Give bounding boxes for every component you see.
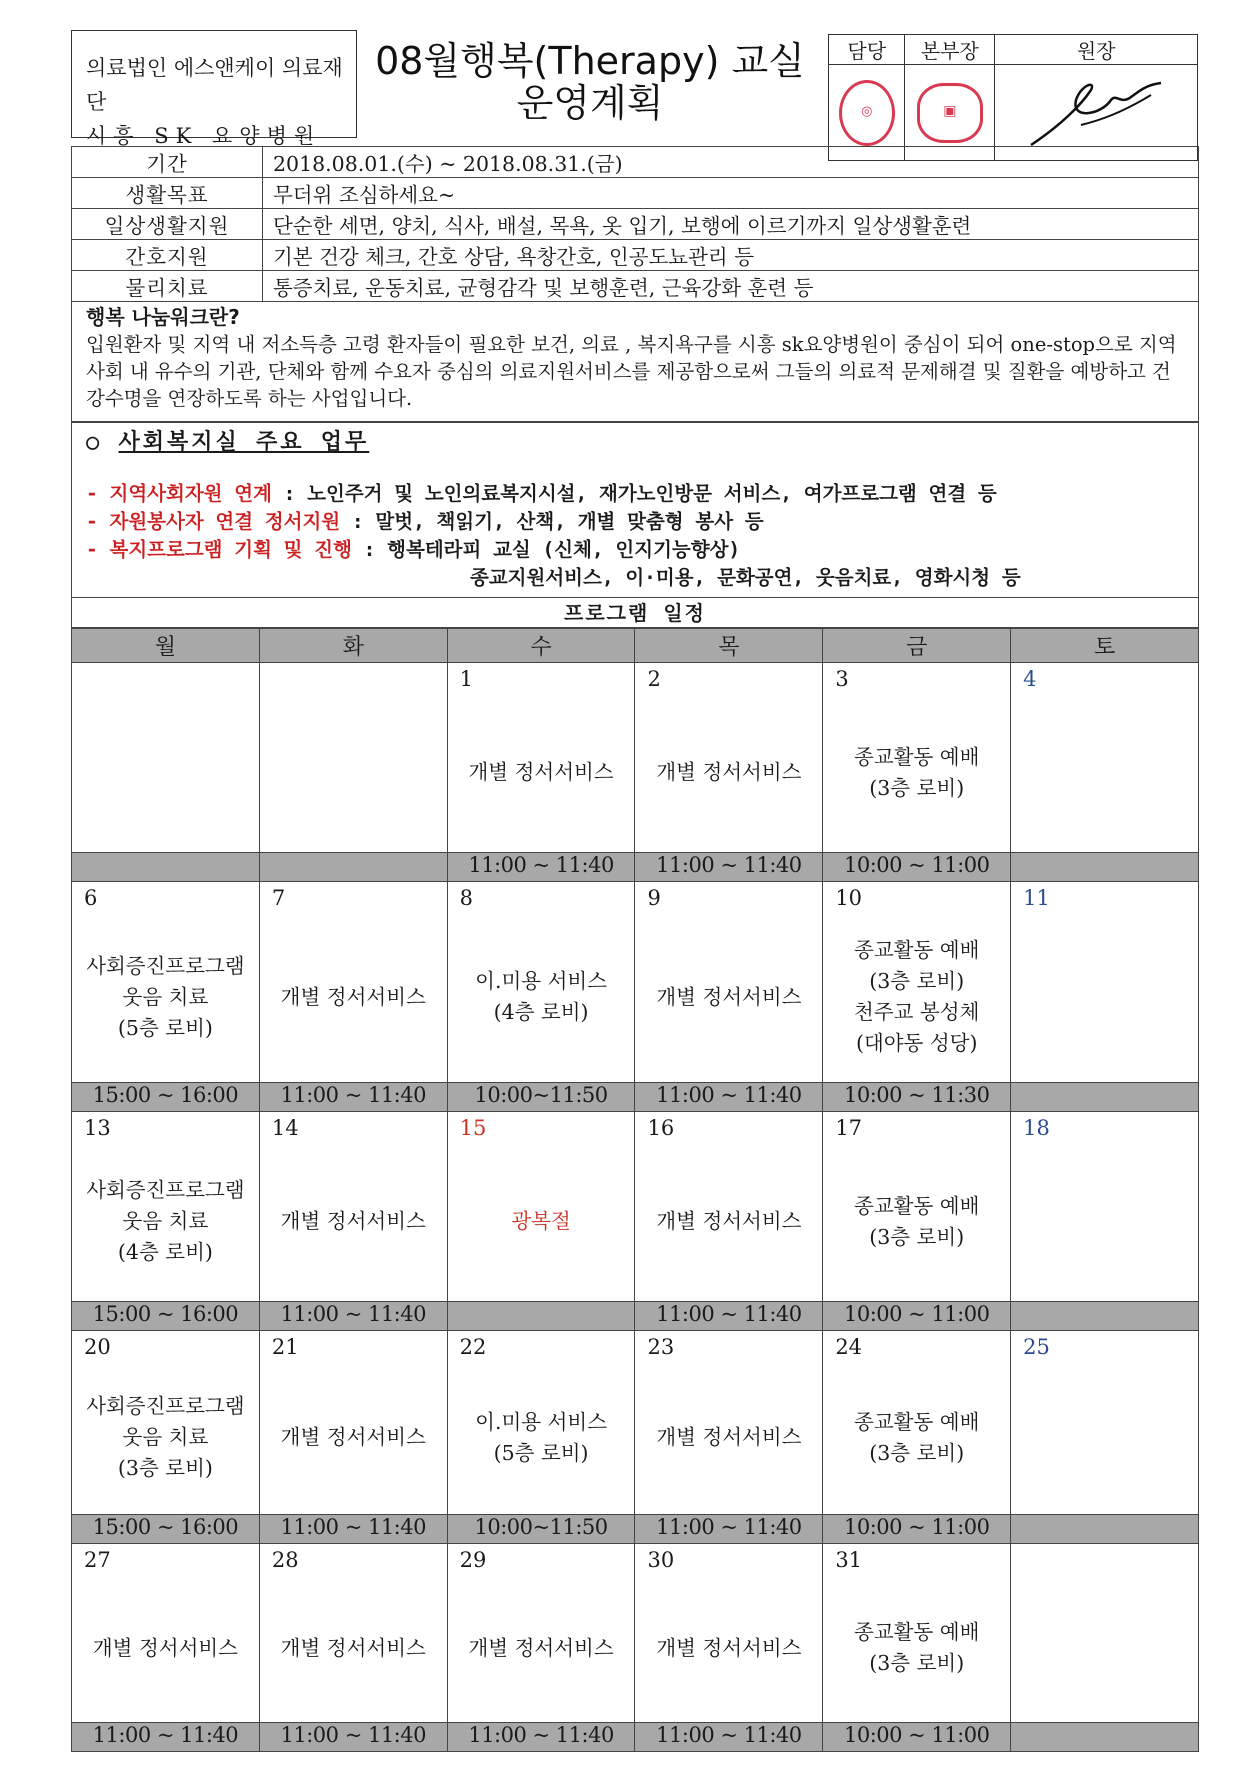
day-header: 수 [447, 629, 635, 663]
date-number: 15 [459, 1116, 487, 1140]
info-value: 무더위 조심하세요~ [263, 178, 1199, 209]
event-line: 사회증진프로그램 [86, 1394, 245, 1418]
day-cell [635, 663, 823, 853]
day-cell [823, 663, 1011, 853]
event-line: 개별 정서서비스 [468, 1635, 614, 1660]
info-key: 생활목표 [72, 178, 263, 209]
date-number: 13 [84, 1116, 111, 1140]
program-calendar [71, 628, 1199, 1752]
day-cell [1011, 1112, 1199, 1302]
organization-box [71, 30, 357, 148]
event-line: (4층 로비) [117, 1240, 213, 1264]
info-value: 2018.08.01.(수) ~ 2018.08.31.(금) [263, 147, 1199, 178]
info-key: 물리치료 [72, 271, 263, 302]
event-text [448, 1142, 635, 1301]
time-cell [72, 853, 260, 882]
event-text [635, 1574, 822, 1722]
event-line: 종교활동 예배 [854, 1409, 980, 1434]
event-text [448, 1361, 635, 1514]
time-cell: 10:00~11:50 [447, 1515, 635, 1544]
time-cell: 11:00 ~ 11:40 [259, 1302, 447, 1331]
time-cell [1011, 1083, 1199, 1112]
time-cell: 11:00 ~ 11:40 [447, 1723, 635, 1752]
time-row [72, 853, 1199, 882]
event-text [72, 1574, 259, 1722]
event-text [260, 693, 447, 852]
event-line: (3층 로비) [869, 1651, 965, 1675]
time-cell: 11:00 ~ 11:40 [635, 1515, 823, 1544]
date-number: 17 [835, 1116, 863, 1140]
title-line-1: 08월행복(Therapy) 교실 [375, 39, 805, 83]
approval-header-head: 원장 [995, 35, 1198, 65]
event-line: (3층 로비) [869, 1224, 965, 1249]
work-item-desc: 노인주거 및 노인의료복지시설, 재가노인방문 서비스, 여가프로그램 연결 등 [307, 482, 997, 505]
work-item-label: 복지프로그램 기획 및 진행 [109, 538, 352, 561]
date-number: 11 [1023, 886, 1050, 910]
event-line: 이.미용 서비스 [475, 969, 607, 993]
day-cell [447, 882, 635, 1083]
event-line: 개별 정서서비스 [280, 1425, 426, 1449]
event-text [635, 1142, 822, 1301]
event-line: 개별 정서서비스 [656, 1635, 802, 1660]
time-row [72, 1083, 1199, 1112]
event-text [260, 1361, 447, 1514]
event-text [1011, 693, 1198, 852]
event-line: 종교활동 예배 [854, 1193, 980, 1218]
event-line: 개별 정서서비스 [280, 1635, 426, 1660]
time-cell: 10:00 ~ 11:00 [823, 1302, 1011, 1331]
week-row [72, 1112, 1199, 1302]
work-item-label: 지역사회자원 연계 [109, 482, 272, 505]
time-cell [1011, 1302, 1199, 1331]
time-cell: 10:00~11:50 [447, 1083, 635, 1112]
week-row [72, 1544, 1199, 1723]
day-cell [259, 1112, 447, 1302]
work-item-extra: 종교지원서비스, 이·미용, 문화공연, 웃음치료, 영화시청 등 [470, 566, 1021, 589]
circle-bullet-icon: ○ [86, 430, 103, 455]
date-number: 27 [84, 1548, 111, 1572]
event-text [823, 693, 1010, 852]
event-text [72, 693, 259, 852]
event-line: 웃음 치료 [122, 1425, 209, 1449]
info-key: 기간 [72, 147, 263, 178]
date-number: 25 [1023, 1335, 1050, 1359]
day-cell [823, 1112, 1011, 1302]
day-cell [72, 1331, 260, 1515]
work-item: - 지역사회자원 연계 : 노인주거 및 노인의료복지시설, 재가노인방문 서비스, 여가프로그램 연결 등 [86, 482, 997, 505]
date-number: 16 [647, 1116, 675, 1140]
time-cell [259, 853, 447, 882]
day-cell [635, 1544, 823, 1723]
day-cell [635, 882, 823, 1083]
day-cell [1011, 1544, 1199, 1723]
day-cell [259, 882, 447, 1083]
date-number: 21 [271, 1335, 299, 1359]
day-cell [447, 1331, 635, 1515]
time-cell: 10:00 ~ 11:00 [823, 1723, 1011, 1752]
day-header: 화 [259, 629, 447, 663]
work-title-text: 사회복지실 주요 업무 [118, 430, 370, 455]
date-number: 9 [647, 886, 661, 910]
event-line: 사회증진프로그램 [86, 1178, 245, 1202]
day-cell [72, 1544, 260, 1723]
info-row [72, 240, 1199, 271]
event-line: 개별 정서서비스 [656, 1425, 802, 1449]
event-text [72, 1142, 259, 1301]
approval-header-director: 본부장 [905, 35, 995, 65]
time-cell [1011, 1515, 1199, 1544]
date-number: 22 [459, 1335, 487, 1359]
event-line: 개별 정서서비스 [92, 1635, 238, 1660]
time-row [72, 1302, 1199, 1331]
info-value: 단순한 세면, 양치, 식사, 배설, 목욕, 옷 입기, 보행에 이르기까지 일상생활훈련 [263, 209, 1199, 240]
day-cell [823, 882, 1011, 1083]
date-number: 28 [271, 1548, 299, 1572]
seal-stamp-icon: ▣ [917, 83, 983, 143]
event-line: 종교활동 예배 [854, 1620, 980, 1644]
event-text [823, 912, 1010, 1082]
time-cell: 15:00 ~ 16:00 [72, 1515, 260, 1544]
event-text [72, 1361, 259, 1514]
time-cell [447, 1302, 635, 1331]
event-text [1011, 1574, 1198, 1722]
day-cell [259, 663, 447, 853]
day-cell [259, 1331, 447, 1515]
event-text [823, 1142, 1010, 1301]
info-value: 통증치료, 운동치료, 균형감각 및 보행훈련, 근육강화 훈련 등 [263, 271, 1199, 302]
time-cell: 11:00 ~ 11:40 [635, 1302, 823, 1331]
info-row [72, 271, 1199, 302]
event-line: 웃음 치료 [122, 984, 209, 1009]
signature-icon [1021, 65, 1171, 155]
info-row [72, 209, 1199, 240]
time-cell: 10:00 ~ 11:00 [823, 853, 1011, 882]
day-cell [823, 1331, 1011, 1515]
day-cell [447, 1112, 635, 1302]
date-number: 4 [1023, 667, 1037, 691]
event-line: 개별 정서서비스 [656, 984, 802, 1009]
week-row [72, 663, 1199, 853]
day-header: 월 [72, 629, 260, 663]
week-row [72, 882, 1199, 1083]
event-text [260, 912, 447, 1082]
time-cell [1011, 853, 1199, 882]
info-row [72, 178, 1199, 209]
event-text [72, 912, 259, 1082]
event-line: 웃음 치료 [122, 1209, 209, 1233]
info-table [71, 146, 1199, 302]
event-line: (대야동 성당) [855, 1031, 978, 1055]
program-title: 프로그램 일정 [71, 598, 1199, 628]
document-title [360, 40, 820, 124]
event-line: 사회증진프로그램 [86, 953, 245, 978]
time-cell: 10:00 ~ 11:30 [823, 1083, 1011, 1112]
time-cell: 11:00 ~ 11:40 [72, 1723, 260, 1752]
time-row [72, 1515, 1199, 1544]
day-cell [447, 1544, 635, 1723]
event-text [635, 912, 822, 1082]
day-header: 토 [1011, 629, 1199, 663]
day-cell [72, 1112, 260, 1302]
day-header: 목 [635, 629, 823, 663]
work-item: - 자원봉사자 연결 정서지원 : 말벗, 책읽기, 산책, 개별 맞춤형 봉사 등 [86, 510, 764, 533]
event-text [635, 693, 822, 852]
time-cell: 11:00 ~ 11:40 [259, 1723, 447, 1752]
work-item-label: 자원봉사자 연결 정서지원 [109, 510, 341, 533]
event-line: 개별 정서서비스 [468, 760, 614, 784]
date-number: 23 [647, 1335, 675, 1359]
time-cell: 11:00 ~ 11:40 [259, 1515, 447, 1544]
event-text [635, 1361, 822, 1514]
day-cell [259, 1544, 447, 1723]
time-cell [1011, 1723, 1199, 1752]
date-number: 30 [647, 1548, 675, 1572]
day-cell [823, 1544, 1011, 1723]
day-cell [1011, 882, 1199, 1083]
time-cell: 15:00 ~ 16:00 [72, 1083, 260, 1112]
calendar-body [72, 663, 1199, 1752]
work-item-desc: 말벗, 책읽기, 산책, 개별 맞춤형 봉사 등 [375, 510, 764, 533]
date-number: 1 [459, 667, 474, 691]
about-section [71, 300, 1199, 422]
event-line: (3층 로비) [117, 1456, 213, 1480]
event-line: 종교활동 예배 [854, 744, 980, 769]
org-name: 의료법인 에스앤케이 의료재단 [86, 56, 343, 114]
time-row [72, 1723, 1199, 1752]
event-line: 이.미용 서비스 [475, 1409, 607, 1434]
event-text [1011, 912, 1198, 1082]
about-text: 입원환자 및 지역 내 저소득층 고령 환자들이 필요한 보건, 의료 , 복지욕구를 시흥 sk요양병원이 중심이 되어 one-stop으로 지역사회 내 유수의 기관, 단체와 함께 수요자 중심의 의료지원서비스를 제공함으로써 그들의 의료적 문제해결 및 질환을 예방하고 건강수명을 연장하도록 하는 사업입니다. [86, 333, 1177, 410]
day-cell [447, 663, 635, 853]
date-number: 3 [835, 667, 849, 691]
event-text [448, 1574, 635, 1722]
date-number: 31 [835, 1548, 863, 1572]
work-item: - 복지프로그램 기획 및 진행 : 행복테라피 교실 (신체, 인지기능향상) [86, 538, 741, 561]
date-number: 10 [835, 886, 863, 910]
work-title [86, 425, 1184, 456]
date-number: 7 [271, 886, 286, 910]
date-number: 6 [84, 886, 98, 910]
day-cell [1011, 663, 1199, 853]
date-number: 8 [459, 886, 474, 910]
event-line: (3층 로비) [869, 1440, 965, 1465]
event-line: 천주교 봉성체 [854, 1000, 980, 1024]
event-text [448, 912, 635, 1082]
week-row [72, 1331, 1199, 1515]
info-key: 일상생활지원 [72, 209, 263, 240]
date-number: 29 [459, 1548, 487, 1572]
day-cell [635, 1331, 823, 1515]
approval-box [828, 34, 1198, 140]
event-text [823, 1574, 1010, 1722]
date-number: 14 [271, 1116, 299, 1140]
info-key: 간호지원 [72, 240, 263, 271]
event-text [260, 1574, 447, 1722]
info-value: 기본 건강 체크, 간호 상담, 욕창간호, 인공도뇨관리 등 [263, 240, 1199, 271]
event-text [1011, 1142, 1198, 1301]
day-cell [635, 1112, 823, 1302]
time-cell: 11:00 ~ 11:40 [635, 1723, 823, 1752]
work-list [86, 480, 1184, 592]
time-cell: 11:00 ~ 11:40 [635, 1083, 823, 1112]
event-line: 광복절 [511, 1209, 571, 1233]
day-cell [72, 663, 260, 853]
date-number: 20 [84, 1335, 111, 1359]
approval-header-staff: 담당 [829, 35, 905, 65]
event-line: 개별 정서서비스 [656, 1209, 802, 1233]
date-number: 24 [835, 1335, 863, 1359]
calendar-header-row [72, 629, 1199, 663]
about-heading: 행복 나눔워크란? [86, 305, 240, 329]
event-line: (5층 로비) [117, 1015, 213, 1040]
day-header: 금 [823, 629, 1011, 663]
title-line-2: 운영계획 [516, 81, 664, 125]
event-line: 개별 정서서비스 [280, 1209, 426, 1233]
event-line: (3층 로비) [869, 969, 965, 993]
time-cell: 11:00 ~ 11:40 [259, 1083, 447, 1112]
day-cell [1011, 1331, 1199, 1515]
time-cell: 11:00 ~ 11:40 [447, 853, 635, 882]
event-text [260, 1142, 447, 1301]
welfare-work-section [71, 422, 1199, 598]
event-line: (5층 로비) [493, 1440, 589, 1465]
date-number: 2 [647, 667, 661, 691]
hospital-name: 시흥 SK 요양병원 [86, 124, 322, 148]
event-line: (3층 로비) [869, 775, 965, 800]
time-cell: 15:00 ~ 16:00 [72, 1302, 260, 1331]
event-line: 종교활동 예배 [854, 938, 980, 962]
info-row [72, 147, 1199, 178]
event-line: (4층 로비) [493, 1000, 589, 1024]
time-cell: 11:00 ~ 11:40 [635, 853, 823, 882]
seal-stamp-icon: ◎ [839, 80, 895, 146]
event-text [1011, 1361, 1198, 1514]
event-line: 개별 정서서비스 [280, 984, 426, 1009]
event-text [448, 693, 635, 852]
event-line: 개별 정서서비스 [656, 760, 802, 784]
event-text [823, 1361, 1010, 1514]
work-item-desc: 행복테라피 교실 (신체, 인지기능향상) [387, 538, 741, 561]
day-cell [72, 882, 260, 1083]
time-cell: 10:00 ~ 11:00 [823, 1515, 1011, 1544]
date-number: 18 [1023, 1116, 1050, 1140]
